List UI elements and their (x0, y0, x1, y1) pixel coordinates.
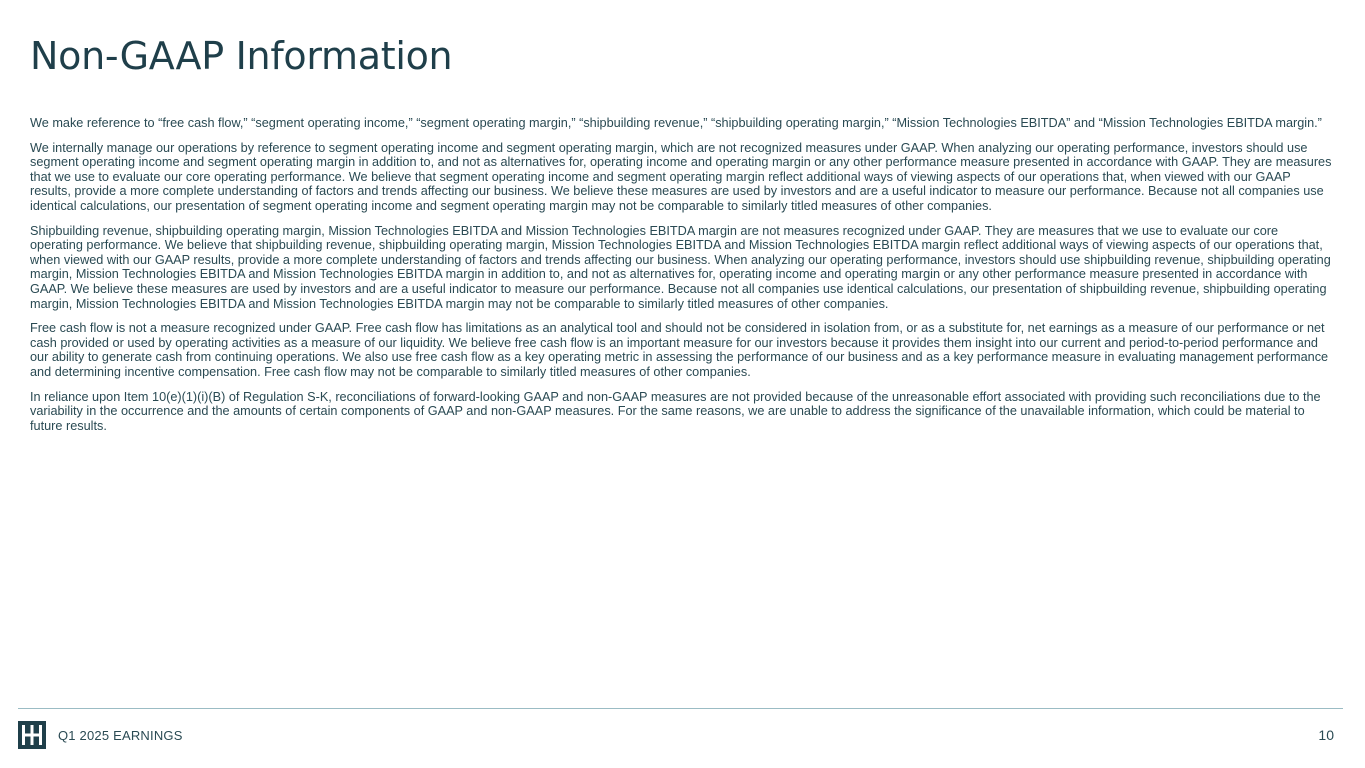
paragraph-free-cash-flow: Free cash flow is not a measure recognized under GAAP. Free cash flow has limitations as an analytical tool and should not be considered in isolation from, or as a substitute for, net earnings as a measure of our performance or net cash provided or used by operating activities as a measure of our liquidity. We believe free cash flow is an important measure for our investors because it provides them insight into our current and period-to-period performance and our ability to generate cash from continuing operations. We also use free cash flow as a key operating metric in assessing the performance of our business and as a key performance measure in evaluating management performance and determining incentive compensation. Free cash flow may not be comparable to similarly titled measures of other companies. (30, 321, 1329, 379)
paragraph-regulation-sk: In reliance upon Item 10(e)(1)(i)(B) of Regulation S-K, reconciliations of forward-looking GAAP and non-GAAP measures are not provided because of the unreasonable effort associated with providing such reconciliations due to the variability in the occurrence and the amounts of certain components of GAAP and non-GAAP measures. For the same reasons, we are unable to address the significance of the unavailable information, which could be material to future results. (30, 389, 1321, 433)
hii-logo-icon (18, 721, 46, 749)
body-text (30, 116, 1333, 443)
footer-label: Q1 2025 EARNINGS (58, 728, 183, 743)
page-number: 10 (1318, 727, 1334, 743)
paragraph-segment-operating: We internally manage our operations by reference to segment operating income and segment operating margin, which are not recognized measures under GAAP. When analyzing our operating performance, investors should use segment operating income and segment operating margin in addition to, and not as alternatives for, operating income and operating margin or any other performance measure presented in accordance with GAAP. They are measures that we use to evaluate our core operating performance. We believe that segment operating income and segment operating margin reflect additional ways of viewing aspects of our operations that, when viewed with our GAAP results, provide a more complete understanding of factors and trends affecting our business. We believe these measures are used by investors and are a useful indicator to measure our performance. Because not all companies use identical calculations, our presentation of segment operating income and segment operating margin may not be comparable to similarly titled measures of other companies. (30, 140, 1332, 213)
page-title: Non-GAAP Information (30, 34, 453, 78)
footer-divider (18, 708, 1343, 709)
paragraph-shipbuilding-mission: Shipbuilding revenue, shipbuilding operating margin, Mission Technologies EBITDA and Mission Technologies EBITDA margin are not measures recognized under GAAP. They are measures that we use to evaluate our core operating performance. We believe that shipbuilding revenue, shipbuilding operating margin, Mission Technologies EBITDA and Mission Technologies EBITDA margin reflect additional ways of viewing aspects of our operations that, when viewed with our GAAP results, provide a more complete understanding of factors and trends affecting our business. When analyzing our operating performance, investors should use shipbuilding revenue, shipbuilding operating margin, Mission Technologies EBITDA and Mission Technologies EBITDA margin in addition to, and not as alternatives for, operating income and operating margin or any other performance measure presented in accordance with GAAP. We believe these measures are used by investors and are a useful indicator to measure our performance. Because not all companies use identical calculations, our presentation of shipbuilding revenue, shipbuilding operating margin, Mission Technologies EBITDA and Mission Technologies EBITDA margin may not be comparable to similarly titled measures of other companies. (30, 223, 1331, 311)
paragraph-intro: We make reference to “free cash flow,” “segment operating income,” “segment operating margin,” “shipbuilding revenue,” “shipbuilding operating margin,” “Mission Technologies EBITDA” and “Mission Technologies EBITDA margin.” (30, 116, 1322, 130)
